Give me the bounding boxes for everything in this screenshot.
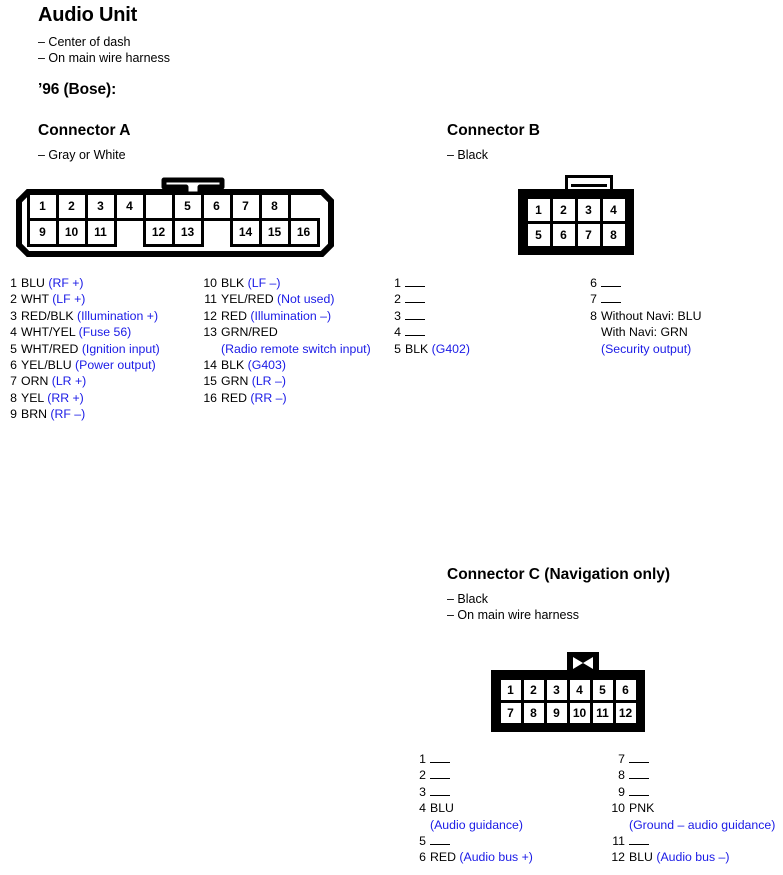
empty-pin-dash	[430, 762, 450, 763]
pin-description: (Fuse 56)	[78, 325, 132, 340]
wire-color: WHT/RED	[21, 341, 79, 356]
pin-cell-b4: 4	[600, 196, 628, 224]
pin-description: (Ignition input)	[81, 341, 160, 356]
pin-cell-c2: 2	[521, 677, 547, 703]
pin-row	[392, 341, 470, 357]
pin-cell-c9: 9	[544, 700, 570, 726]
pin-body	[21, 308, 160, 324]
pin-row-continuation	[588, 324, 701, 340]
pin-row	[203, 373, 371, 389]
pin-row	[611, 784, 775, 800]
connector-c-cells	[491, 670, 645, 732]
pin-body	[430, 849, 533, 865]
connector-a-cells	[28, 193, 318, 245]
pin-cell-c11: 11	[590, 700, 616, 726]
empty-pin-dash	[405, 302, 425, 303]
pin-row-continuation	[588, 341, 701, 357]
pin-cell-b8: 8	[600, 221, 628, 249]
wire-color: RED	[430, 850, 456, 865]
pin-number: 15	[203, 374, 217, 389]
pin-number: 8	[590, 308, 597, 323]
pin-description-continued: (Radio remote switch input)	[221, 341, 371, 356]
pin-body	[221, 291, 371, 307]
pin-description: (LR –)	[251, 374, 286, 389]
pin-row	[203, 324, 371, 340]
pin-number: 6	[590, 276, 597, 290]
connector-c-note-0: – Black	[447, 592, 488, 606]
pin-number: 10	[611, 801, 625, 816]
pin-row	[588, 308, 701, 324]
wire-color: GRN	[221, 374, 249, 389]
connector-b-row-bottom	[526, 222, 626, 247]
pin-row	[392, 308, 470, 324]
pin-description: (Not used)	[277, 292, 335, 307]
wire-color: BLK	[221, 276, 245, 290]
pin-body	[430, 800, 533, 816]
pin-number: 3	[10, 308, 17, 323]
pin-number: 1	[10, 276, 17, 290]
wire-color: BLU	[629, 850, 653, 865]
pin-number: 12	[203, 308, 217, 323]
pin-row	[203, 275, 371, 291]
connector-a-note-0: – Gray or White	[38, 148, 126, 162]
pin-row	[417, 784, 533, 800]
pin-description: (Illumination –)	[250, 308, 332, 323]
pin-number: 5	[10, 341, 17, 356]
connector-c-heading: Connector C (Navigation only)	[447, 566, 671, 583]
pin-number: 4	[394, 325, 401, 340]
title-note-1: – On main wire harness	[38, 51, 171, 65]
pin-number: 10	[203, 276, 217, 290]
connector-b-pinlist-right	[588, 275, 701, 357]
pin-description: (LR +)	[51, 374, 87, 389]
pin-description: (RR +)	[47, 390, 84, 405]
pin-cell-c4: 4	[567, 677, 593, 703]
pin-description-continued: (Audio guidance)	[430, 817, 523, 832]
pin-row-continuation	[203, 341, 371, 357]
pin-number: 12	[611, 850, 625, 865]
wire-color: BRN	[21, 407, 47, 422]
empty-pin-dash	[629, 795, 649, 796]
pin-description: (RF +)	[48, 276, 84, 290]
empty-pin-dash	[430, 844, 450, 845]
pin-number: 1	[419, 752, 426, 766]
empty-pin-dash	[405, 286, 425, 287]
pin-number: 8	[10, 390, 17, 405]
empty-pin-dash	[629, 778, 649, 779]
pin-number: 2	[10, 292, 17, 307]
pin-cell-c7: 7	[498, 700, 524, 726]
pin-row	[392, 324, 470, 340]
pin-row-continuation	[611, 817, 775, 833]
pin-cell-b6: 6	[550, 221, 578, 249]
pin-cell-b5: 5	[525, 221, 553, 249]
pin-cell-b3: 3	[575, 196, 603, 224]
pin-body	[629, 800, 775, 816]
pin-number: 9	[618, 784, 625, 799]
wire-color: WHT	[21, 292, 49, 307]
pin-number: 7	[590, 292, 597, 307]
pin-cell-c12: 12	[613, 700, 639, 726]
pin-body	[21, 390, 160, 406]
connector-a-pinlist-left	[8, 275, 160, 423]
pin-number: 3	[394, 308, 401, 323]
pin-description: (Illumination +)	[77, 308, 159, 323]
pin-cell-a7: 7	[230, 192, 262, 221]
page-title: Audio Unit	[38, 4, 138, 26]
empty-pin-dash	[430, 795, 450, 796]
pin-body	[21, 275, 160, 291]
wire-color: ORN	[21, 374, 49, 389]
empty-pin-dash	[405, 335, 425, 336]
empty-pin-dash	[405, 319, 425, 320]
connector-c-pinlist-left	[417, 751, 533, 866]
wire-color: YEL/BLU	[21, 358, 72, 373]
pin-cell-a6: 6	[201, 192, 233, 221]
wire-color: GRN/RED	[221, 325, 278, 340]
pin-number: 7	[618, 752, 625, 766]
pin-cell-c10: 10	[567, 700, 593, 726]
empty-pin-dash	[601, 302, 621, 303]
pin-row	[203, 390, 371, 406]
wire-color: PNK	[629, 801, 655, 816]
connector-c-row-top	[499, 678, 637, 701]
wire-color: BLK	[405, 341, 429, 356]
empty-pin-dash	[430, 778, 450, 779]
pin-body	[21, 357, 160, 373]
pin-number: 8	[618, 768, 625, 783]
wire-color: Without Navi: BLU	[601, 308, 702, 323]
pin-number: 7	[10, 374, 17, 389]
pin-row	[417, 833, 533, 849]
wire-color: BLU	[430, 801, 454, 816]
title-note-0: – Center of dash	[38, 35, 131, 49]
wire-color: WHT/YEL	[21, 325, 76, 340]
pin-cell-a-gap-bottom-1	[114, 218, 146, 247]
wire-color: YEL/RED	[221, 292, 274, 307]
pin-row	[8, 341, 160, 357]
pin-cell-a9: 9	[27, 218, 59, 247]
connector-a-heading: Connector A	[38, 122, 131, 139]
pin-number: 14	[203, 358, 217, 373]
pin-cell-a2: 2	[56, 192, 88, 221]
connector-a-pinlist-right	[203, 275, 371, 406]
pin-body	[629, 849, 775, 865]
empty-pin-dash	[601, 286, 621, 287]
pin-number: 13	[203, 325, 217, 340]
wire-color: YEL	[21, 390, 44, 405]
pin-number: 11	[612, 834, 625, 849]
pin-cell-b2: 2	[550, 196, 578, 224]
pin-row	[392, 291, 470, 307]
wire-color: RED	[221, 308, 247, 323]
connector-b-pinlist-left	[392, 275, 470, 357]
pin-number: 9	[10, 407, 17, 422]
pin-number: 16	[203, 390, 217, 405]
pin-description-continued-navi: With Navi: GRN	[601, 325, 688, 340]
pin-number: 11	[204, 292, 217, 307]
pin-body	[221, 357, 371, 373]
pin-cell-c1: 1	[498, 677, 524, 703]
pin-row	[203, 291, 371, 307]
pin-cell-a5: 5	[172, 192, 204, 221]
connector-b-note-0: – Black	[447, 148, 488, 162]
pin-row	[417, 767, 533, 783]
pin-number: 4	[419, 801, 426, 816]
pin-description: (RF –)	[50, 407, 86, 422]
pin-number: 6	[10, 358, 17, 373]
pin-row	[8, 406, 160, 422]
pin-cell-a3: 3	[85, 192, 117, 221]
pin-cell-c3: 3	[544, 677, 570, 703]
pin-row	[203, 308, 371, 324]
pin-row	[8, 373, 160, 389]
pin-row	[8, 357, 160, 373]
variant-label: ’96 (Bose):	[38, 81, 117, 98]
pin-description: (Audio bus –)	[656, 850, 730, 865]
pin-body	[21, 406, 160, 422]
pin-row	[588, 291, 701, 307]
pin-cell-a-gap-bottom-2	[201, 218, 233, 247]
wire-color: RED/BLK	[21, 308, 74, 323]
pin-body	[405, 341, 470, 357]
pin-row	[611, 767, 775, 783]
pin-description-continued: (Ground – audio guidance)	[629, 817, 776, 832]
pin-cell-c6: 6	[613, 677, 639, 703]
pin-row	[8, 275, 160, 291]
pin-body	[601, 308, 701, 324]
pin-body	[221, 275, 371, 291]
pin-row-continuation	[417, 817, 533, 833]
pin-cell-a11: 11	[85, 218, 117, 247]
pin-cell-a8: 8	[259, 192, 291, 221]
pin-body	[221, 373, 371, 389]
connector-b-diagram	[518, 175, 648, 265]
pin-body	[21, 341, 160, 357]
pin-number: 4	[10, 325, 17, 340]
pin-row	[8, 291, 160, 307]
connector-b-cells	[518, 189, 634, 255]
pin-cell-a1: 1	[27, 192, 59, 221]
connector-c-diagram	[491, 650, 681, 745]
pin-row	[392, 275, 470, 291]
pin-row	[611, 751, 775, 767]
pin-body	[221, 308, 371, 324]
connector-c-pinlist-right	[611, 751, 775, 866]
pin-number: 3	[419, 784, 426, 799]
pin-row	[417, 849, 533, 865]
pin-description: (RR –)	[250, 390, 287, 405]
pin-row	[203, 357, 371, 373]
pin-description: (Power output)	[75, 358, 156, 373]
pin-description-continued: (Security output)	[601, 341, 692, 356]
pin-description: (G402)	[431, 341, 470, 356]
pin-description: (LF +)	[52, 292, 86, 307]
pin-row	[611, 833, 775, 849]
pin-cell-a4: 4	[114, 192, 146, 221]
pin-row	[8, 324, 160, 340]
pin-number: 5	[394, 341, 401, 356]
pin-row	[8, 390, 160, 406]
connector-c-note-1: – On main wire harness	[447, 608, 580, 622]
pin-number: 1	[394, 276, 401, 290]
pin-row	[8, 308, 160, 324]
wire-color: BLK	[221, 358, 245, 373]
pin-cell-c5: 5	[590, 677, 616, 703]
pin-description: (Audio bus +)	[459, 850, 533, 865]
pin-number: 5	[419, 834, 426, 849]
pin-cell-a16: 16	[288, 218, 320, 247]
connector-b-row-top	[526, 197, 626, 222]
pin-row	[611, 800, 775, 816]
pin-cell-a10: 10	[56, 218, 88, 247]
empty-pin-dash	[629, 762, 649, 763]
pin-description: (LF –)	[247, 276, 281, 290]
pin-cell-b7: 7	[575, 221, 603, 249]
pin-cell-c8: 8	[521, 700, 547, 726]
pin-body	[21, 291, 160, 307]
pin-row	[417, 751, 533, 767]
pin-row	[611, 849, 775, 865]
pin-cell-a15: 15	[259, 218, 291, 247]
connector-c-row-bottom	[499, 701, 637, 724]
pin-number: 2	[394, 292, 401, 307]
pin-body	[21, 324, 160, 340]
connector-a-diagram	[14, 189, 336, 257]
pin-number: 6	[419, 850, 426, 865]
empty-pin-dash	[629, 844, 649, 845]
connector-a-row-bottom	[28, 219, 318, 245]
pin-cell-a-gap-top	[143, 192, 175, 221]
pin-cell-a12: 12	[143, 218, 175, 247]
pin-number: 2	[419, 768, 426, 783]
pin-cell-b1: 1	[525, 196, 553, 224]
pin-body	[21, 373, 160, 389]
pin-description: (G403)	[247, 358, 286, 373]
connector-b-heading: Connector B	[447, 122, 540, 139]
pin-body	[221, 390, 371, 406]
wire-color: RED	[221, 390, 247, 405]
pin-cell-a14: 14	[230, 218, 262, 247]
pin-cell-a13: 13	[172, 218, 204, 247]
connector-a-row-top	[28, 193, 318, 219]
pin-row	[417, 800, 533, 816]
pin-row	[588, 275, 701, 291]
pin-body	[221, 324, 371, 340]
wire-color: BLU	[21, 276, 45, 290]
